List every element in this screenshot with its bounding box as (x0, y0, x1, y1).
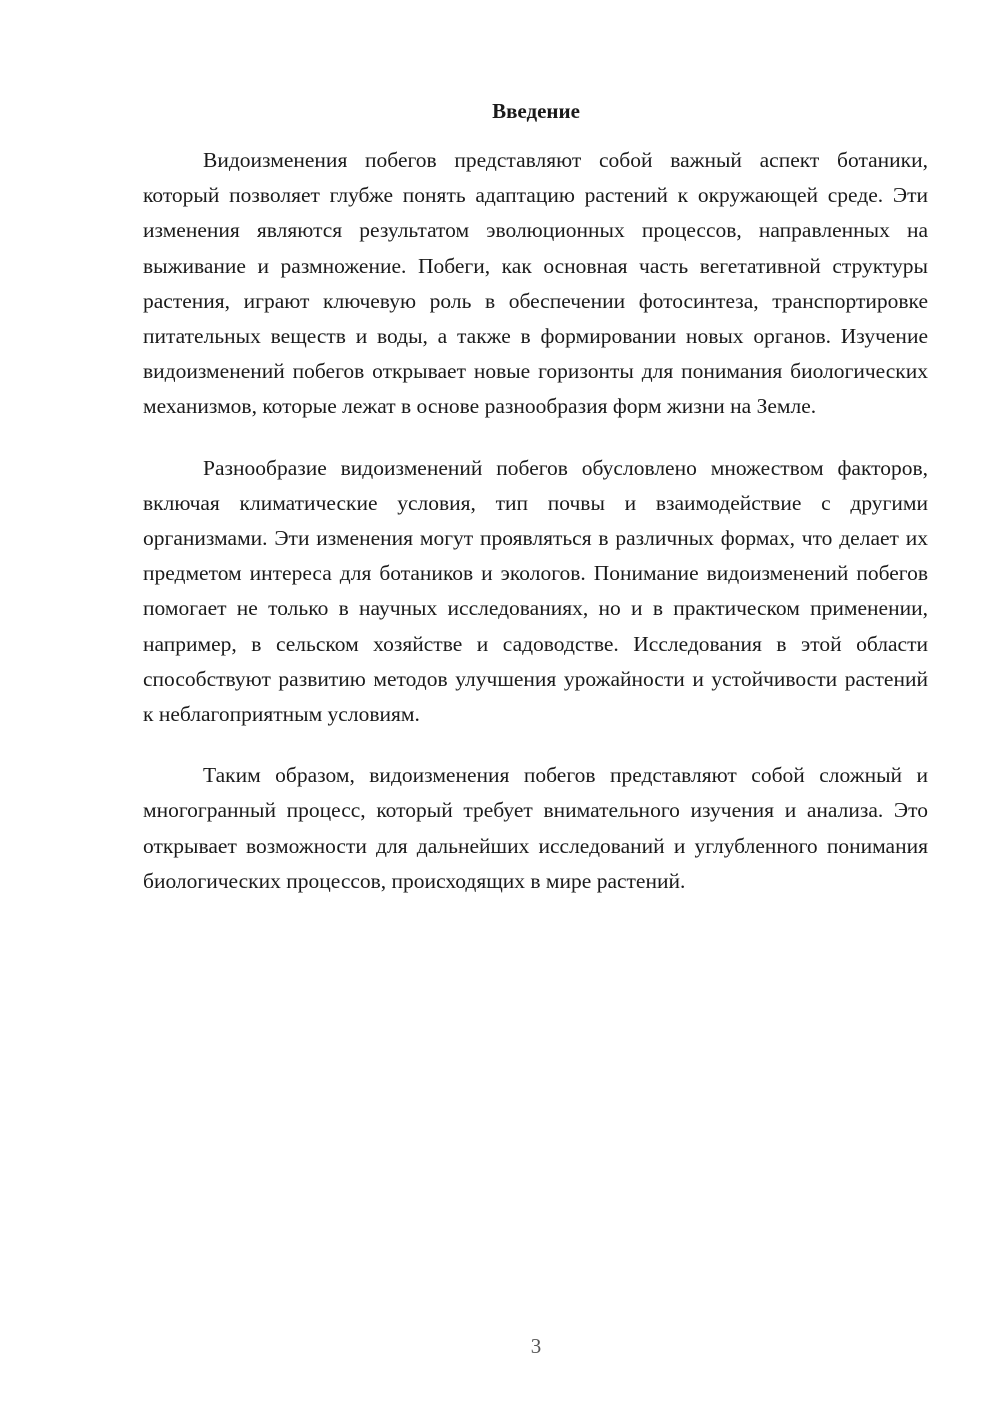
page-number: 3 (530, 1334, 542, 1358)
paragraph-1: Видоизменения побегов представляют собой важный аспект ботаники, который позволяет глубже понять адаптацию растений к окружающей среде. Эти изменения являются результатом эволюционных процессов, направленных на выживание и размножение. Побеги, как основная часть вегетативной структуры растения, играют ключевую роль в обеспечении фотосинтеза, транспортировке питательных веществ и воды, а также в формировании новых органов. Изучение видоизменений побегов открывает новые горизонты для понимания биологических механизмов, которые лежат в основе разнообразия форм жизни на Земле. (143, 148, 928, 419)
paragraph-3: Таким образом, видоизменения побегов представляют собой сложный и многогранный процесс, который требует внимательного изучения и анализа. Это открывает возможности для дальнейших исследований и углубленного понимания биологических процессов, происходящих в мире растений. (143, 763, 928, 893)
section-heading: Введение (492, 99, 580, 123)
document-body (143, 143, 928, 925)
paragraph-2: Разнообразие видоизменений побегов обусловлено множеством факторов, включая климатические условия, тип почвы и взаимодействие с другими организмами. Эти изменения могут проявляться в различных формах, что делает их предметом интереса для ботаников и экологов. Понимание видоизменений побегов помогает не только в научных исследованиях, но и в практическом применении, например, в сельском хозяйстве и садоводстве. Исследования в этой области способствуют развитию методов улучшения урожайности и устойчивости растений к неблагоприятным условиям. (143, 455, 928, 727)
